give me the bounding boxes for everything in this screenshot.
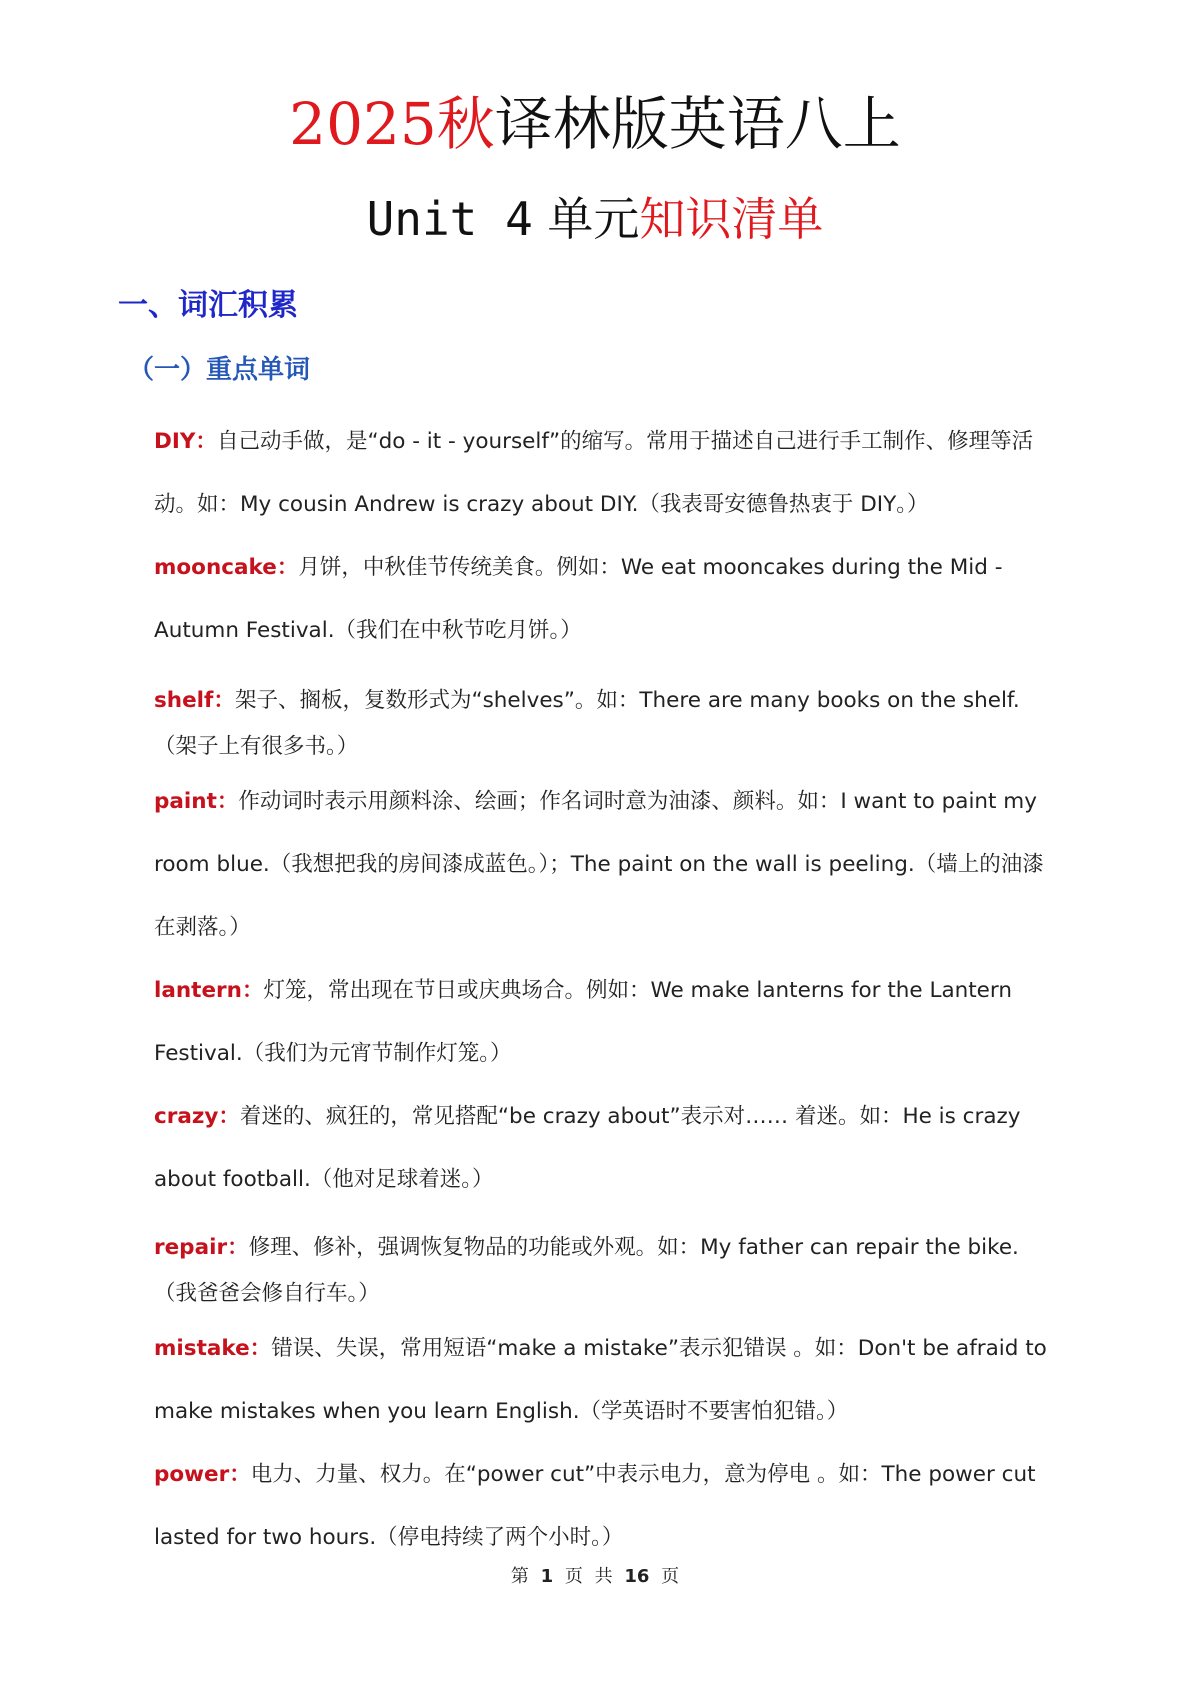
word-term: crazy ： <box>154 1104 240 1129</box>
word-entry-shelf <box>154 678 1056 770</box>
word-definition: 架子、搁板，复数形式为“shelves”。如：There are many books on the shelf.（架子上有很多书。） <box>154 688 1020 759</box>
footer-prefix: 第 <box>510 1566 529 1587</box>
word-term: mooncake ： <box>154 555 298 580</box>
word-definition: 错误、失误，常用短语“make a mistake”表示犯错误 。如：Don't be afraid to make mistakes when you learn English.（学英语时不要害怕犯错。） <box>154 1336 1047 1424</box>
word-definition: 作动词时表示用颜料涂、绘画；作名词时意为油漆、颜料。如：I want to paint my room blue.（我想把我的房间漆成蓝色。）；The paint on the wall is peeling.（墙上的油漆在剥落。） <box>154 789 1044 940</box>
word-definition: 月饼，中秋佳节传统美食。例如：We eat mooncakes during the Mid - Autumn Festival.（我们在中秋节吃月饼。） <box>154 555 1003 643</box>
word-term: shelf ： <box>154 688 235 713</box>
word-entry-mooncake <box>154 536 1056 662</box>
footer-page-number: 1 <box>540 1566 554 1587</box>
word-definition: 灯笼，常出现在节日或庆典场合。例如：We make lanterns for the Lantern Festival.（我们为元宵节制作灯笼。） <box>154 978 1012 1066</box>
subtitle-unit: Unit 4 <box>366 192 533 246</box>
word-term: lantern ： <box>154 978 263 1003</box>
word-definition: 修理、修补，强调恢复物品的功能或外观。如：My father can repair the bike.（我爸爸会修自行车。） <box>154 1235 1019 1306</box>
subtitle-rest: 知识清单 <box>639 192 824 246</box>
title-season: 秋 <box>436 90 495 158</box>
word-entry-power <box>154 1443 1056 1569</box>
word-entry-mistake <box>154 1317 1056 1443</box>
word-term: power ： <box>154 1462 251 1487</box>
title-year: 2025 <box>289 90 437 158</box>
footer-suffix: 页 <box>661 1566 680 1587</box>
word-term: paint ： <box>154 789 238 814</box>
word-list <box>154 410 1056 1569</box>
word-entry-paint <box>154 770 1056 959</box>
word-entry-diy <box>154 410 1056 536</box>
page-footer <box>0 1562 1190 1588</box>
section-heading: 一、词汇积累 <box>118 288 298 323</box>
word-entry-lantern <box>154 959 1056 1085</box>
word-definition: 电力、力量、权力。在“power cut”中表示电力，意为停电 。如：The power cut lasted for two hours.（停电持续了两个小时。） <box>154 1462 1036 1550</box>
word-definition: 着迷的、疯狂的，常见搭配“be crazy about”表示对…… 着迷。如：He is crazy about football.（他对足球着迷。） <box>154 1104 1021 1192</box>
word-entry-repair <box>154 1225 1056 1317</box>
page-title <box>0 84 1190 164</box>
page-subtitle <box>0 184 1190 254</box>
word-entry-crazy <box>154 1085 1056 1211</box>
word-term: mistake ： <box>154 1336 271 1361</box>
word-definition: 自己动手做，是“do - it - yourself”的缩写。常用于描述自己进行手工制作、修理等活动。如：My cousin Andrew is crazy about DIY.（我表哥安德鲁热衷于 DIY。） <box>154 429 1034 517</box>
footer-total-pages: 16 <box>624 1566 650 1587</box>
word-term: DIY ： <box>154 429 217 454</box>
subsection-heading: （一）重点单词 <box>128 355 311 385</box>
title-rest: 译林版英语八上 <box>494 90 901 158</box>
footer-middle: 页 共 <box>564 1566 613 1587</box>
word-term: repair ： <box>154 1235 249 1260</box>
subtitle-middle: 单元 <box>532 192 640 246</box>
